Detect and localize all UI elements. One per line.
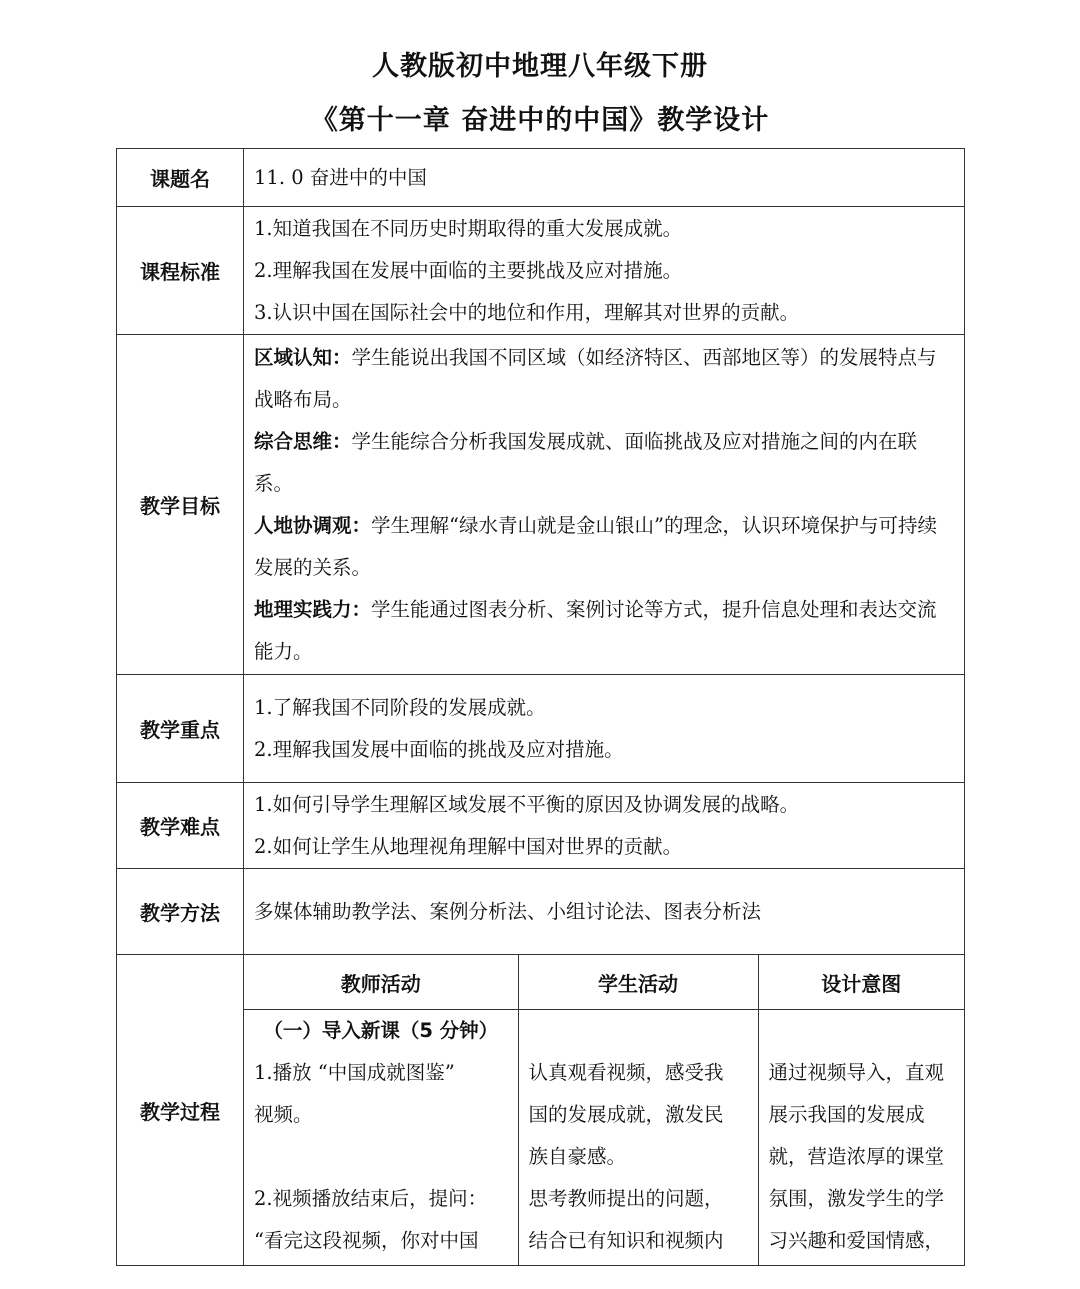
objective-item [254, 421, 954, 505]
objective-head: 地理实践力： [254, 597, 372, 621]
header-student: 学生活动 [518, 955, 758, 1010]
objective-head: 综合思维： [254, 429, 352, 453]
objective-item [254, 589, 954, 673]
label-objectives: 教学目标 [117, 335, 244, 675]
standard-item: 2.理解我国在发展中面临的主要挑战及应对措施。 [254, 258, 683, 282]
label-difficulties: 教学难点 [117, 783, 244, 869]
lesson-plan-table [116, 148, 965, 1266]
objective-head: 人地协调观： [254, 513, 372, 537]
label-topic: 课题名 [117, 149, 244, 207]
row-difficulties [117, 783, 965, 869]
key-point-item: 1.了解我国不同阶段的发展成就。 [254, 695, 546, 719]
objective-text: 学生能说出我国不同区域（如经济特区、西部地区等）的发展特点与战略布局。 [254, 345, 937, 411]
teacher-line: “看完这段视频，你对中国 [254, 1229, 479, 1252]
difficulty-item: 1.如何引导学生理解区域发展不平衡的原因及协调发展的战略。 [254, 792, 800, 816]
objective-head: 区域认知： [254, 345, 352, 369]
section-title: （一）导入新课（5 分钟） [263, 1019, 499, 1042]
header-teacher: 教师活动 [244, 955, 518, 1010]
objective-item [254, 337, 954, 421]
header-intent: 设计意图 [758, 955, 964, 1010]
difficulty-item: 2.如何让学生从地理视角理解中国对世界的贡献。 [254, 834, 683, 858]
teacher-line: 视频。 [254, 1103, 313, 1126]
teacher-line: 2.视频播放结束后，提问： [254, 1187, 488, 1210]
row-standards [117, 207, 965, 335]
label-methods: 教学方法 [117, 869, 244, 955]
process-table [244, 955, 964, 1265]
row-objectives [117, 335, 965, 675]
teacher-line [254, 1136, 508, 1178]
student-line: 结合已有知识和视频内 [528, 1229, 724, 1252]
doc-title-line1: 人教版初中地理八年级下册 [372, 51, 708, 82]
doc-title-line2: 《第十一章 奋进中的中国》教学设计 [310, 105, 770, 136]
row-topic [117, 149, 965, 207]
intent-line: 就，营造浓厚的课堂 [768, 1145, 945, 1168]
objective-text: 学生能综合分析我国发展成就、面临挑战及应对措施之间的内在联系。 [254, 429, 918, 495]
student-line [529, 1010, 748, 1052]
student-line: 认真观看视频，感受我 [528, 1061, 724, 1084]
standard-item: 3.认识中国在国际社会中的地位和作用，理解其对世界的贡献。 [254, 300, 800, 324]
intent-line: 氛围，激发学生的学 [768, 1187, 945, 1210]
standard-item: 1.知道我国在不同历史时期取得的重大发展成就。 [254, 216, 683, 240]
student-line: 思考教师提出的问题， [528, 1187, 724, 1210]
student-line: 族自豪感。 [528, 1145, 627, 1168]
methods-value: 多媒体辅助教学法、案例分析法、小组讨论法、图表分析法 [254, 899, 762, 923]
label-process: 教学过程 [117, 955, 244, 1266]
objective-text: 学生能通过图表分析、案例讨论等方式，提升信息处理和表达交流能力。 [254, 597, 937, 663]
row-key-points [117, 675, 965, 783]
intent-line [769, 1010, 955, 1052]
objective-item [254, 505, 954, 589]
objective-text: 学生理解“绿水青山就是金山银山”的理念，认识环境保护与可持续发展的关系。 [254, 513, 937, 579]
label-standards: 课程标准 [117, 207, 244, 335]
intent-line: 展示我国的发展成 [768, 1103, 925, 1126]
intent-line: 通过视频导入，直观 [768, 1061, 945, 1084]
row-methods [117, 869, 965, 955]
key-point-item: 2.理解我国发展中面临的挑战及应对措施。 [254, 737, 624, 761]
intent-line: 习兴趣和爱国情感， [768, 1229, 945, 1252]
student-line: 国的发展成就，激发民 [528, 1103, 724, 1126]
row-process [117, 955, 965, 1266]
label-key-points: 教学重点 [117, 675, 244, 783]
teacher-line: 1.播放 “中国成就图鉴” [254, 1061, 455, 1084]
topic-value: 11. 0 奋进中的中国 [254, 165, 427, 189]
